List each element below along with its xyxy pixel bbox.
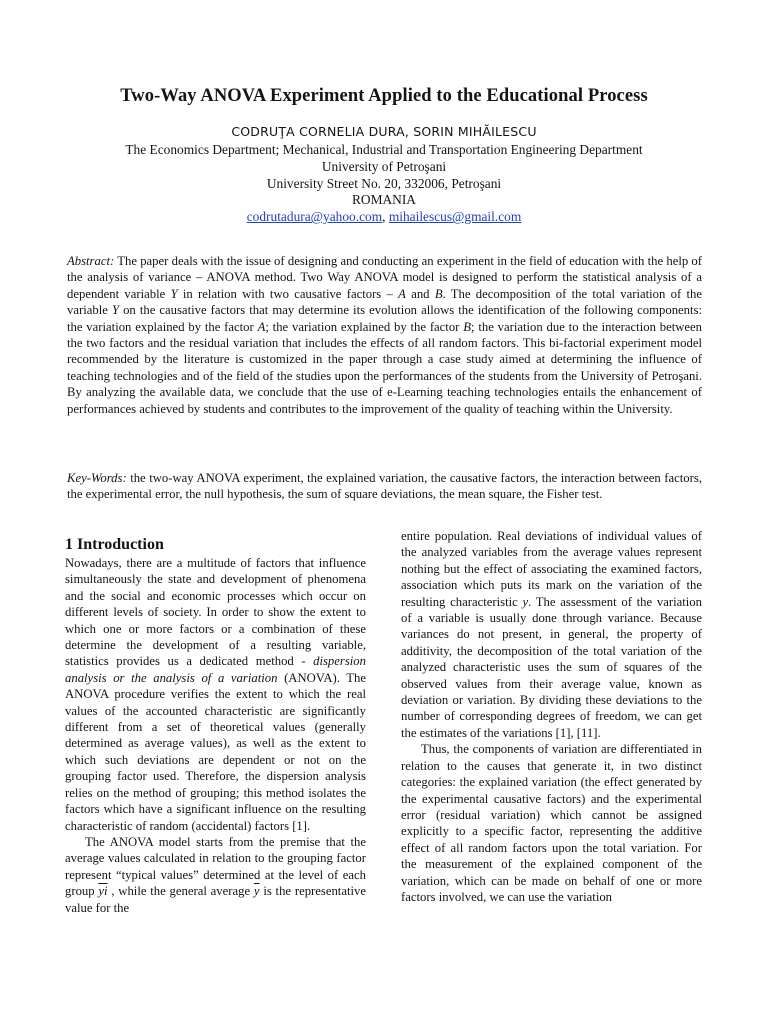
email-separator: , (382, 209, 389, 225)
body-text: (ANOVA). The ANOVA procedure verifies the extent to which the real values of the accounted characteristic are significantly different from a set of theoretical values (generally determined as average values), as well as the extent to which such deviations are dependent or not on the grouping factor used. Therefore, the dispersion analysis relies on the method of grouping; this method isolates the factors which have a significant influence on the resulting characteristic of random (accidental) factors [1]. (65, 670, 366, 833)
abstract-text: on the causative factors that may determine its evolution allows the identification of the following components: the variation explained by the factor (67, 303, 702, 334)
abstract-var: B (463, 319, 471, 334)
email-link-mihailescu[interactable]: mihailescus@gmail.com (388, 209, 522, 225)
abstract-text: ; the variation explained by the factor (265, 319, 464, 334)
variable-symbol: y (522, 594, 529, 609)
abstract-var: B (434, 286, 443, 301)
paper-title: Two-Way ANOVA Experiment Applied to the Educational Process (120, 86, 648, 106)
emphasis-text: dispersion analysis or the analysis of a variation (65, 654, 366, 685)
intro-paragraph-1 (65, 555, 366, 834)
section-heading: 1 Introduction (65, 536, 164, 553)
intro-paragraph-2 (65, 834, 366, 916)
body-text: entire population. Real deviations of individual values of the analyzed variables from the average values represent nothing but the effect of associating the examined factors, association which puts its mark on the variation of the resulting characteristic (401, 529, 702, 609)
abstract (67, 253, 702, 417)
right-column (401, 528, 702, 905)
abstract-label: Abstract: (67, 254, 115, 268)
keywords-label: Key-Words: (67, 471, 127, 485)
body-text: Nowadays, there are a multitude of factors that influence simultaneously the state and development of phenomena and the social and economic processes which occur on different levels of society. In order to show the extent to which one or more factors or a combination of these determine the development of a resulting variable, statistics provides us a dedicated method - (65, 556, 366, 669)
affiliation-block (40, 142, 728, 226)
abstract-var: Y (170, 286, 178, 301)
general-mean-symbol: $\overline{y}$ (253, 884, 260, 899)
intro-paragraph-3 (401, 528, 702, 741)
email-link-dura[interactable]: codrutadura@yahoo.com (246, 209, 383, 225)
intro-paragraph-4: Thus, the components of variation are differentiated in relation to the causes that generate it, in two distinct categories: the explained variation (the effect generated by the experimental causative factors) and the experimental error (residual variation) which cannot be assigned explicitly to a specific factor, representing the additive effect of all random factors upon the total variation. For the measurement of the explained component of the variation, which can be made on behalf of one or more factors involved, we can use the variation (401, 742, 702, 904)
abstract-text: The paper deals with the issue of designing and conducting an experiment in the field of education with the help of the analysis of variance – ANOVA method. Two Way ANOVA model is designed to perform the statistical analysis of a dependent variable (67, 254, 702, 301)
keywords (67, 470, 702, 503)
body-text: . The assessment of the variation of a variable is usually done through variance. Because variances do not present, in general, the property of additivity, the decomposition of the total variation of the analyzed characteristic uses the sum of squares of the observed values from their average value, known as deviation or variation. By dividing these deviations to the number of corresponding degrees of freedom, we can get the estimates of the variations [1], [11]. (401, 594, 702, 740)
abstract-var: Y (111, 303, 119, 318)
body-text: is the representative value for the (65, 884, 366, 915)
authors-line: CODRUŢA CORNELIA DURA, SORIN MIHĂILESCU (231, 124, 537, 139)
abstract-var: A (257, 319, 266, 334)
body-text: The ANOVA model starts from the premise that the average values calculated in relation to the grouping factor represent “typical values” determined at the level of each group (65, 834, 366, 899)
abstract-text: in relation with two causative factors – (177, 286, 399, 301)
abstract-var: A (398, 286, 406, 301)
abstract-text: and (405, 286, 435, 301)
affiliation-departments: The Economics Department; Mechanical, Industrial and Transportation Engineering Department (125, 142, 643, 157)
left-column (65, 536, 366, 916)
email-line (40, 209, 728, 226)
affiliation-address: University Street No. 20, 332006, Petroşani (266, 175, 502, 191)
body-text: , while the general average (107, 884, 254, 899)
keywords-text: the two-way ANOVA experiment, the explained variation, the causative factors, the interaction between factors, the experimental error, the null hypothesis, the sum of square deviations, the mean square, the Fisher test. (67, 471, 702, 502)
affiliation-country: ROMANIA (352, 192, 416, 208)
affiliation-university: University of Petroşani (321, 158, 447, 174)
abstract-text: . The decomposition of the total variation of the variable (67, 286, 702, 318)
group-mean-symbol: $\overline{yi}$ (98, 884, 108, 899)
abstract-text: ; the variation due to the interaction between the two factors and the residual variation that includes the effects of all random factors. This bi-factorial experiment model recommended by the literature is customized in the paper through a case study aimed at determining the influence of teaching technologies and of the field of the studies upon the performances of the students from the University of Petroşani. By analyzing the available data, we conclude that the use of e-Learning teaching technologies entails the enhancement of performances achieved by students and contributes to the improvement of the quality of teaching within the University. (67, 319, 702, 416)
